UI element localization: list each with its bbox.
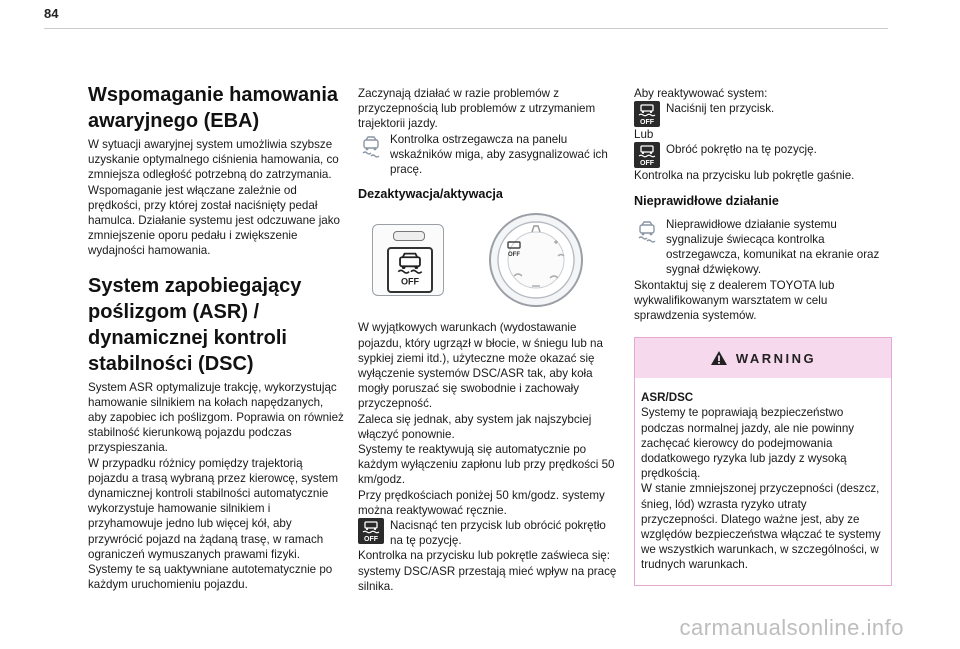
svg-text:OFF: OFF — [640, 160, 654, 168]
or-text: Lub — [634, 128, 654, 142]
reactivate-after: Kontrolka na przycisku lub pokrętle gaśnie. — [634, 169, 855, 183]
deactivation-paragraph-4: Przy prędkościach poniżej 50 km/godz. systemy można reaktywować ręcznie. — [358, 488, 605, 517]
svg-text:OFF: OFF — [364, 536, 378, 544]
lamp-row — [358, 132, 620, 178]
warning-body — [635, 378, 891, 584]
warning-header — [635, 338, 891, 378]
deactivation-paragraph-5: Kontrolka na przycisku lub pokrętle zaświeca się: systemy DSC/ASR przestają mieć wpływ na pracę silnika. — [358, 549, 617, 593]
lamp-text: Kontrolka ostrzegawcza na panelu wskaźników miga, aby zasygnalizować ich pracę. — [390, 132, 608, 177]
heading-malfunction: Nieprawidłowe działanie — [634, 193, 779, 208]
reactivate-step-2 — [634, 142, 892, 168]
reactivate-step-1 — [634, 101, 892, 127]
deactivation-paragraph-3: Systemy te reaktywują się automatycznie po każdym wyłączeniu zapłonu lub przy prędkości 50 km/godz. — [358, 443, 615, 487]
warning-title: WARNING — [735, 350, 817, 366]
column-2 — [358, 86, 620, 594]
reactivate-step-1-text: Naciśnij ten przycisk. — [666, 102, 775, 116]
column-3 — [634, 86, 892, 586]
off-button-text: Nacisnąć ten przycisk lub obrócić pokrętło na tę pozycję. — [390, 519, 606, 548]
warning-triangle-icon — [710, 350, 728, 366]
dsc-off-icon — [358, 518, 384, 544]
dsc-off-icon — [634, 142, 660, 168]
asr-paragraph-1: System ASR optymalizuje trakcję, wykorzystując hamowanie silnikiem na kołach napędzanych, aby zapobiec ich poślizgom. Poprawia on również stabilność kierunkową pojazdu podczas przyspieszania. — [88, 380, 344, 455]
dial-off-text: OFF — [508, 252, 520, 259]
asr-intro: Zaczynają działać w razie problemów z przyczepnością lub problemów z utrzymaniem trajektorii jazdy. — [358, 87, 596, 131]
column-1 — [88, 82, 344, 592]
button-indicator-slot — [393, 231, 425, 241]
header-rule — [44, 28, 888, 29]
section-title-eba: Wspomaganie hamowania awaryjnego (EBA) — [88, 84, 339, 132]
section-title-asr-dsc: System zapobiegający poślizgom (ASR) / dynamicznej kontroli stabilności (DSC) — [88, 274, 302, 375]
off-text: OFF — [400, 276, 420, 287]
reactivate-step-2-text: Obróć pokrętło na tę pozycję. — [666, 143, 817, 157]
warning-subtitle: ASR/DSC — [641, 391, 694, 405]
dsc-warning-lamp-icon — [358, 134, 384, 160]
dsc-off-button-illustration — [372, 224, 444, 296]
malfunction-text-2: Skontaktuj się z dealerem TOYOTA lub wykwalifikowanym warsztatem w celu sprawdzenia systemów. — [634, 278, 835, 323]
reactivate-intro: Aby reaktywować system: — [634, 87, 768, 100]
heading-deactivation: Dezaktywacja/aktywacja — [358, 187, 503, 202]
warning-paragraph-1: Systemy te poprawiają bezpieczeństwo podczas normalnej jazdy, ale nie powinny zachęcać kierowcy do podejmowania dodatkowego ryzyka lub jazdy z wysoką prędkością. — [641, 406, 855, 481]
dsc-off-button-face — [387, 247, 433, 293]
controls-figure — [372, 212, 620, 308]
eba-paragraph-1: W sytuacji awaryjnej system umożliwia szybsze uzyskanie optymalnego ciśnienia hamowania, co zmniejsza odległość potrzebną do zatrzymania. — [88, 138, 339, 182]
malfunction-row — [634, 217, 892, 278]
eba-paragraph-2: Wspomaganie jest włączane zależnie od prędkości, przy której został naciśnięty pedał hamulca. Działanie systemu jest odczuwane jako zmniejszenie oporu pedału i zwiększenie wydajności hamowania. — [88, 183, 340, 258]
dsc-warning-lamp-icon — [634, 219, 660, 245]
dsc-car-icon — [391, 250, 429, 288]
deactivation-paragraph-2: Zaleca się jednak, aby system jak najszybciej włączyć ponownie. — [358, 412, 592, 441]
deactivation-paragraph-1: W wyjątkowych warunkach (wydostawanie pojazdu, który ugrzązł w błocie, w śniegu lub na sypkiej ziemi itd.), użyteczne może okazać się wyłączenie systemów DSC/ASR tak, aby koła mogły poruszać się swobodnie i zachowały przyczepność. — [358, 321, 603, 411]
drive-mode-dial-illustration — [488, 212, 584, 308]
malfunction-text: Nieprawidłowe działanie systemu sygnalizuje świecąca kontrolka ostrzegawcza, komunikat na ekranie oraz sygnał dźwiękowy. — [666, 217, 880, 277]
warning-box — [634, 337, 892, 585]
off-button-row — [358, 518, 620, 548]
dsc-off-icon — [634, 101, 660, 127]
warning-paragraph-2: W stanie zmniejszonej przyczepności (deszcz, śnieg, lód) wzrasta ryzyko utraty przyczepności. Dlatego ważne jest, aby ze względów bezpieczeństwa włączać te systemy we wszystkich warunkach, w szczególności, w trudnych warunkach. — [641, 482, 881, 572]
svg-text:OFF: OFF — [640, 119, 654, 127]
page-number: 84 — [44, 6, 59, 21]
asr-paragraph-2: W przypadku różnicy pomiędzy trajektorią pojazdu a trasą wybraną przez kierowcę, system dynamicznej kontroli stabilności automatycznie wykorzystuje hamowanie silnikiem i przyhamowuje jedno lub więcej kół, aby przywrócić pojazd na żądaną trasę, w ramach ograniczeń wymuszanych prawami fizyki. — [88, 456, 339, 561]
asr-paragraph-3: Systemy te są uaktywniane autotematycznie po każdym uruchomieniu pojazdu. — [88, 563, 333, 592]
watermark: carmanualsonline.info — [679, 615, 904, 640]
